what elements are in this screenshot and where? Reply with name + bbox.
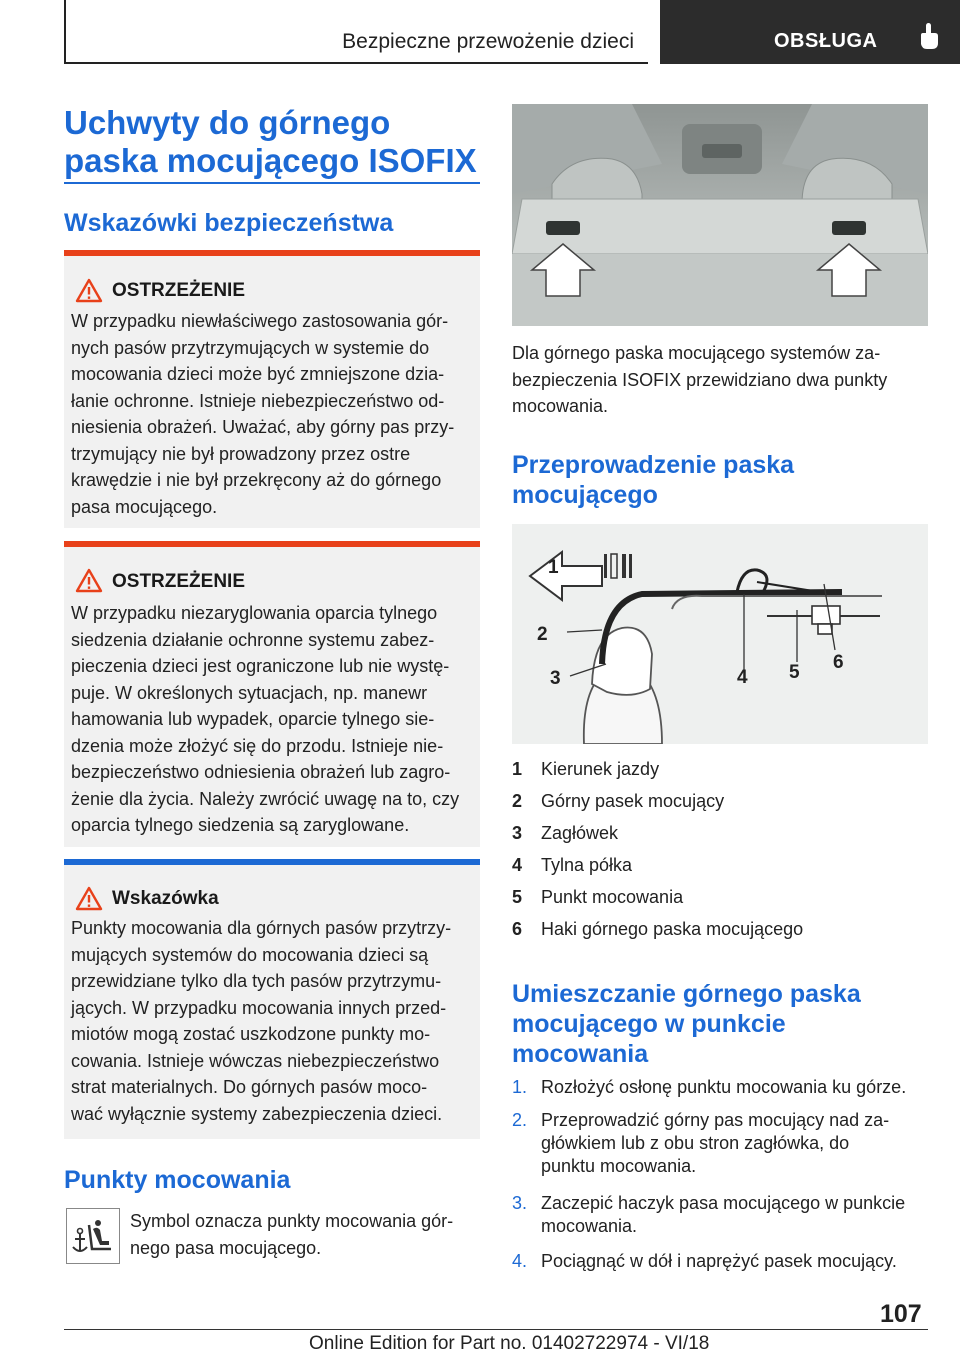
- title-divider: [64, 182, 480, 184]
- warning-label: OSTRZEŻENIE: [112, 280, 246, 301]
- routing-heading: Przeprowadzenie paska mocującego: [512, 451, 795, 509]
- photo-caption: Dla górnego paska mocującego systemów za- bezpieczenia ISOFIX przewidziano dwa punkty mocowania.: [512, 343, 888, 416]
- warning-triangle-icon: [75, 278, 103, 303]
- strap-routing-diagram: [512, 524, 928, 744]
- edition-footer: Online Edition for Part no. 01402722974 - VI/18: [309, 1333, 710, 1354]
- anchor-points-heading: Punkty mocowania: [64, 1166, 291, 1194]
- diagram-label: 2: [537, 624, 548, 645]
- warning-triangle-icon: [75, 886, 103, 911]
- diagram-label: 4: [737, 667, 748, 688]
- warning-text: W przypadku niezaryglowania oparcia tylnego siedzenia działanie ochronne systemu zabez- pieczenia dzieci jest ograniczone lub nie wystę- puje. W określonych sytuacjach, np. manewr hamowania lub wypadek, oparcie tylnego sie- dzenia może złożyć się do przodu. Istnieje nie- bezpieczeństwo odniesienia obrażeń lub zagro- żenie dla życia. Należy zwrócić uwagę na to, czy oparcia tylnego siedzenia są zaryglowane.: [71, 603, 460, 835]
- chapter-label: OBSŁUGA: [774, 30, 878, 52]
- isofix-anchor-photo: [512, 104, 928, 326]
- warning-text: W przypadku niewłaściwego zastosowania gór- nych pasów przytrzymujących w systemie do mocowania dzieci może być zmniejszone dzia- łanie ochronne. Istnieje niebezpieczeństwo od- niesienia obrażeń. Uważać, aby górny pas przy- trzymujący nie był prowadzony przez ostre krawędzie i nie był przekręcony aż do górnego pasa mocującego.: [71, 311, 455, 517]
- warning-label: OSTRZEŻENIE: [112, 571, 246, 592]
- diagram-label: 6: [833, 652, 844, 673]
- placement-heading: Umieszczanie górnego paska mocującego w punkcie mocowania: [512, 980, 861, 1068]
- note-text: Punkty mocowania dla górnych pasów przytrzy- mujących systemów do mocowania dzieci są przewidziane tylko dla tych pasów przytrzymu- jących. W przypadku mocowania innych przed- miotów mogą zostać uszkodzone punkty mo- cowania. Istnieje wówczas niebezpieczeństwo strat materialnych. Do górnych pasów moco- wać wyłącznie systemy zabezpieczenia dzieci.: [71, 918, 452, 1124]
- diagram-label: 3: [550, 668, 561, 689]
- child-seat-anchor-icon: [66, 1208, 120, 1264]
- safety-heading: Wskazówki bezpieczeństwa: [64, 209, 394, 237]
- diagram-label: 5: [789, 662, 800, 683]
- anchor-points-text: Symbol oznacza punkty mocowania gór- nego pasa mocującego.: [130, 1211, 454, 1258]
- note-label: Wskazówka: [112, 888, 219, 909]
- page-title: Uchwyty do górnego paska mocującego ISOFIX: [64, 104, 477, 179]
- section-header: [64, 0, 648, 64]
- page-number: 107: [880, 1300, 922, 1328]
- footer-divider: [64, 1329, 928, 1330]
- warning-accent-bar: [64, 250, 480, 256]
- section-title: Bezpieczne przewożenie dzieci: [342, 30, 634, 53]
- diagram-label: 1: [548, 557, 559, 578]
- chapter-tab[interactable]: [660, 0, 960, 64]
- warning-accent-bar: [64, 541, 480, 547]
- note-box: [64, 859, 480, 1139]
- warning-box-1: [64, 250, 480, 528]
- note-accent-bar: [64, 859, 480, 865]
- warning-box-2: [64, 541, 480, 847]
- pointing-hand-icon: [918, 22, 940, 50]
- warning-triangle-icon: [75, 568, 103, 593]
